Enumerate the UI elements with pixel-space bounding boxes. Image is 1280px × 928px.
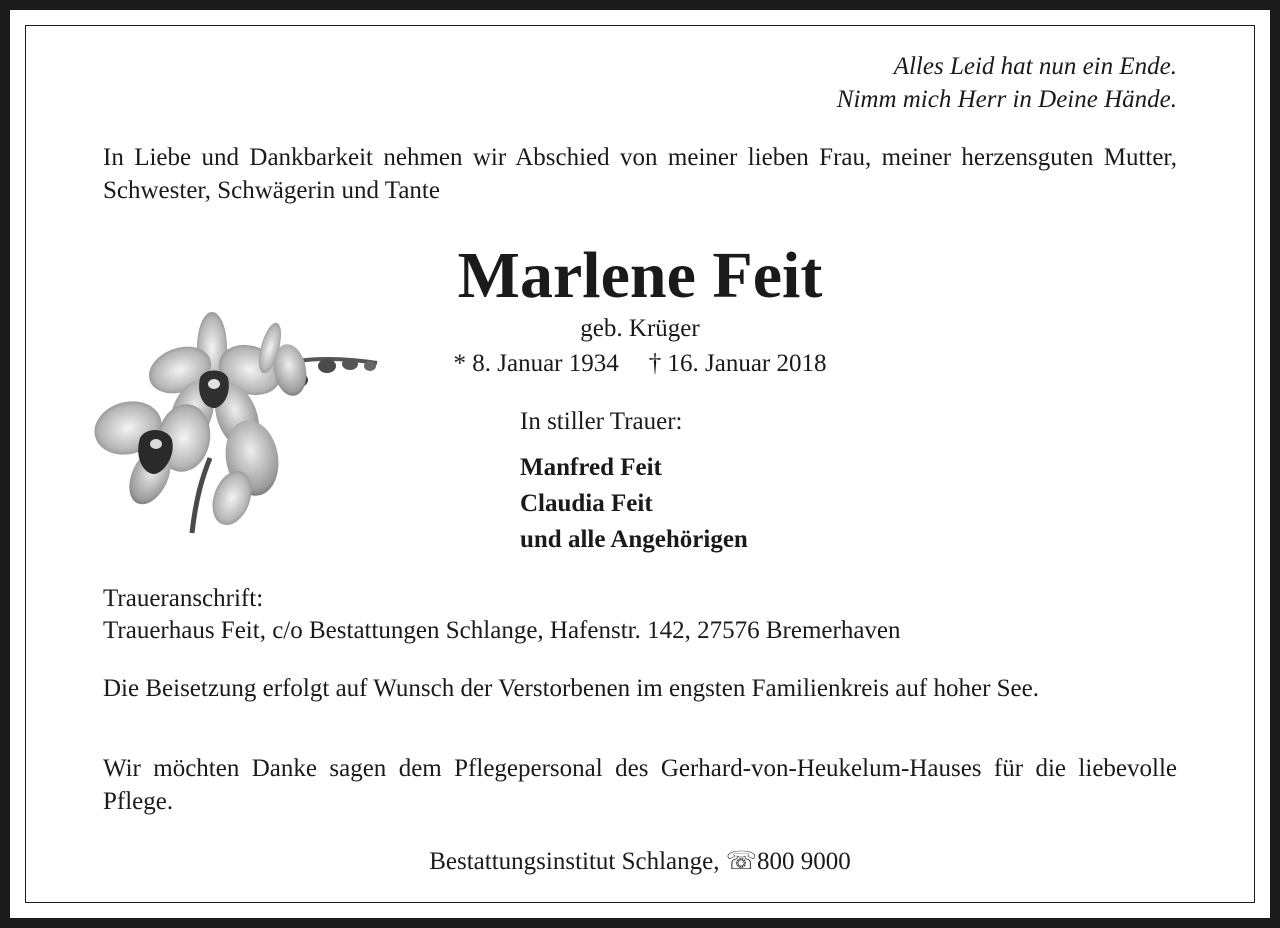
- verse-line-1: Alles Leid hat nun ein Ende.: [893, 53, 1177, 80]
- mourner-name: Claudia Feit: [520, 490, 653, 517]
- footer-contact: [0, 845, 1280, 878]
- thanks-note: Wir möchten Danke sagen dem Pflegepersonal des Gerhard-von-Heukelum-Hauses für die liebevolle Pflege.: [103, 755, 1177, 815]
- verse-line-2: Nimm mich Herr in Deine Hände.: [836, 86, 1177, 113]
- burial-note: Die Beisetzung erfolgt auf Wunsch der Verstorbenen im engsten Familienkreis auf hoher See.: [103, 675, 1039, 702]
- telephone-icon: ☏: [725, 848, 758, 875]
- birth-date: * 8. Januar 1934: [453, 350, 619, 377]
- address-value: Trauerhaus Feit, c/o Bestattungen Schlange, Hafenstr. 142, 27576 Bremerhaven: [103, 617, 901, 644]
- mourner-name: Manfred Feit: [520, 454, 662, 481]
- verse: [837, 50, 1177, 116]
- funeral-institute: Bestattungsinstitut Schlange,: [429, 848, 720, 875]
- deceased-name: Marlene Feit: [457, 239, 823, 312]
- orchid-icon: [92, 308, 384, 536]
- mourners-label: In stiller Trauer:: [520, 408, 683, 435]
- mourner-name: und alle Angehörigen: [520, 526, 748, 553]
- phone-number: 800 9000: [757, 848, 851, 875]
- intro-text: In Liebe und Dankbarkeit nehmen wir Abschied von meiner lieben Frau, meiner herzensguten Mutter, Schwester, Schwägerin und Tante: [103, 144, 1177, 204]
- maiden-name: geb. Krüger: [580, 315, 700, 342]
- address-label: Traueranschrift:: [103, 585, 264, 612]
- death-date: † 16. Januar 2018: [648, 350, 827, 377]
